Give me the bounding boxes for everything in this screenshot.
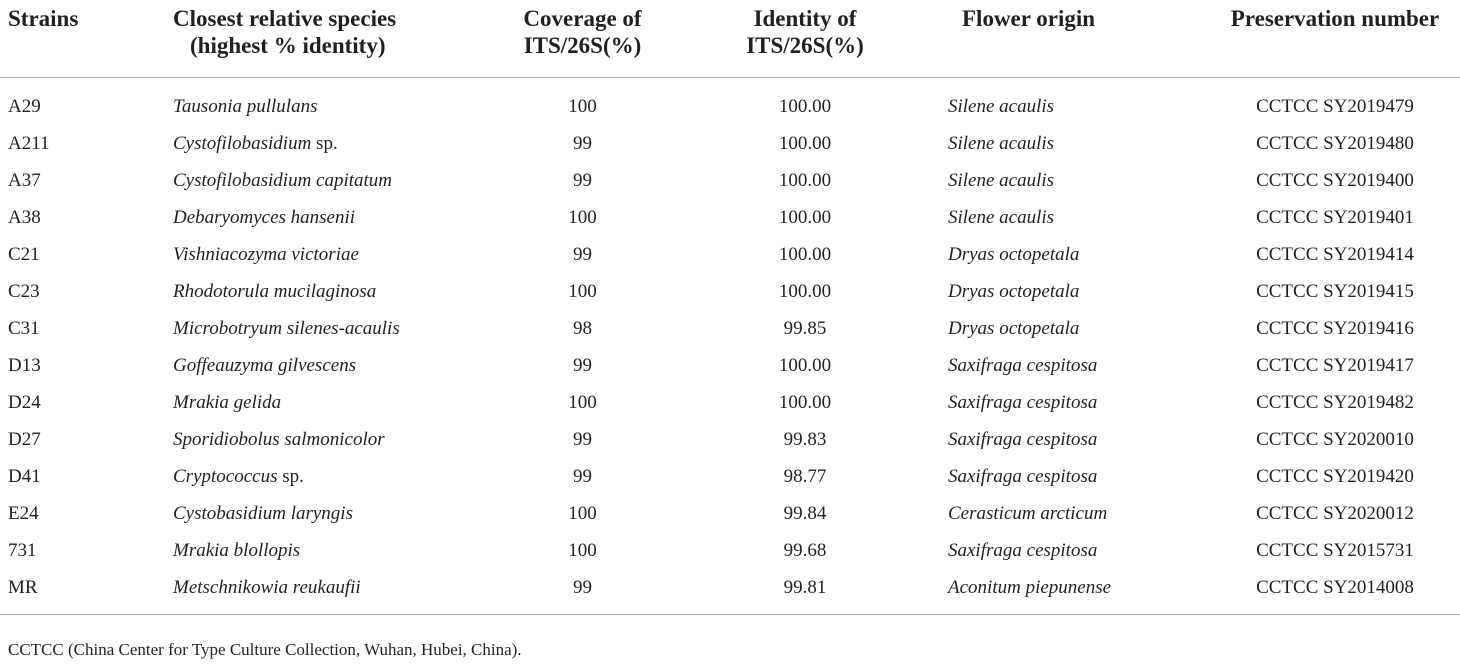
table-row: [0, 384, 1460, 421]
species-name: Cryptococcus: [173, 465, 278, 487]
table-row: [0, 273, 1460, 310]
table-row: [0, 532, 1460, 569]
cell-flower-origin: Saxifraga cespitosa: [948, 428, 1098, 450]
cell-species: [165, 384, 495, 421]
species-name: Debaryomyces hansenii: [173, 206, 356, 228]
cell-preservation-number: CCTCC SY2019415: [1256, 280, 1414, 302]
header-preservation-number: Preservation number: [1210, 0, 1460, 78]
cell-coverage: 98: [573, 317, 592, 339]
cell-species: [165, 495, 495, 532]
cell-species: [165, 236, 495, 273]
cell-flower-origin: Dryas octopetala: [948, 317, 1080, 339]
cell-species: [165, 458, 495, 495]
cell-strain: D13: [8, 354, 41, 376]
cell-preservation-number: CCTCC SY2020010: [1256, 428, 1414, 450]
cell-identity: 99.85: [783, 317, 827, 339]
header-coverage-line2: ITS/26S(%): [523, 33, 642, 58]
species-name: Mrakia blollopis: [173, 539, 301, 561]
header-species-line1: Closest relative species: [173, 6, 397, 31]
cell-strain: MR: [0, 569, 165, 615]
header-coverage-line1: Coverage of: [523, 6, 642, 31]
cell-coverage: 100: [568, 539, 597, 561]
cell-preservation-number: CCTCC SY2019414: [1256, 243, 1414, 265]
cell-identity: 100.00: [778, 243, 832, 265]
cell-species: [165, 569, 495, 615]
species-name: Microbotryum silenes-acaulis: [173, 317, 400, 339]
cell-identity: 100.00: [778, 132, 832, 154]
species-suffix: sp.: [311, 132, 338, 154]
cell-identity: 98.77: [783, 465, 827, 487]
cell-species: [165, 78, 495, 126]
header-row: [0, 0, 1460, 78]
table-row: [0, 199, 1460, 236]
cell-flower-origin: Cerasticum arcticum: [948, 502, 1108, 524]
cell-flower-origin: Saxifraga cespitosa: [948, 465, 1098, 487]
cell-preservation-number: CCTCC SY2019420: [1256, 465, 1414, 487]
table-header: [0, 0, 1460, 78]
cell-preservation-number: CCTCC SY2020012: [1256, 502, 1414, 524]
cell-coverage: 99: [573, 169, 592, 191]
table-body: [0, 78, 1460, 615]
cell-coverage: 99: [573, 354, 592, 376]
cell-flower-origin: Aconitum piepunense: [940, 569, 1210, 615]
cell-flower-origin: Saxifraga cespitosa: [948, 391, 1098, 413]
cell-flower-origin: Silene acaulis: [948, 206, 1055, 228]
cell-identity: 100.00: [778, 169, 832, 191]
species-name: Cystobasidium laryngis: [173, 502, 353, 524]
cell-species: [165, 347, 495, 384]
cell-identity: 99.84: [783, 502, 827, 524]
cell-flower-origin: Dryas octopetala: [948, 243, 1080, 265]
cell-identity: 99.81: [670, 569, 940, 615]
header-species-line2: (highest % identity): [190, 33, 386, 58]
cell-preservation-number: CCTCC SY2019480: [1256, 132, 1414, 154]
cell-strain: E24: [8, 502, 39, 524]
cell-coverage: 100: [568, 280, 597, 302]
species-suffix: sp.: [277, 465, 304, 487]
cell-species: [165, 532, 495, 569]
cell-coverage: 100: [568, 502, 597, 524]
cell-coverage: 99: [573, 428, 592, 450]
species-name: Goffeauzyma gilvescens: [173, 354, 357, 376]
species-name: Cystofilobasidium: [173, 132, 312, 154]
cell-identity: 100.00: [778, 280, 832, 302]
cell-preservation-number: CCTCC SY2015731: [1256, 539, 1414, 561]
table-row: [0, 236, 1460, 273]
header-closest-species: [165, 0, 495, 78]
cell-preservation-number: CCTCC SY2019482: [1256, 391, 1414, 413]
table-row: [0, 125, 1460, 162]
cell-species: [165, 273, 495, 310]
cell-strain: C23: [8, 280, 40, 302]
cell-preservation-number: CCTCC SY2019416: [1256, 317, 1414, 339]
cell-species: [165, 421, 495, 458]
table-row: [0, 310, 1460, 347]
cell-flower-origin: Silene acaulis: [948, 169, 1055, 191]
cell-identity: 100.00: [778, 391, 832, 413]
cell-species: [165, 162, 495, 199]
cell-flower-origin: Saxifraga cespitosa: [948, 354, 1098, 376]
cell-identity: 100.00: [778, 206, 832, 228]
cell-strain: A37: [8, 169, 41, 191]
table-row: [0, 421, 1460, 458]
table-footnote: CCTCC (China Center for Type Culture Collection, Wuhan, Hubei, China).: [8, 640, 522, 659]
header-identity-line1: Identity of: [753, 6, 857, 31]
cell-preservation-number: CCTCC SY2019400: [1256, 169, 1414, 191]
cell-coverage: 100: [568, 206, 597, 228]
cell-coverage: 100: [568, 391, 597, 413]
cell-preservation-number: CCTCC SY2019401: [1256, 206, 1414, 228]
species-name: Metschnikowia reukaufii: [173, 576, 361, 598]
species-name: Vishniacozyma victoriae: [173, 243, 359, 265]
species-name: Rhodotorula mucilaginosa: [173, 280, 377, 302]
species-name: Mrakia gelida: [173, 391, 282, 413]
cell-flower-origin: Silene acaulis: [948, 132, 1055, 154]
table-row: [0, 347, 1460, 384]
cell-strain: 731: [8, 539, 37, 561]
header-identity-line2: ITS/26S(%): [746, 33, 864, 58]
cell-strain: D24: [8, 391, 41, 413]
cell-strain: C21: [8, 243, 40, 265]
cell-identity: 100.00: [778, 354, 832, 376]
table-row: [0, 495, 1460, 532]
cell-species: [165, 199, 495, 236]
header-strains: Strains: [0, 0, 165, 78]
table-row: [0, 162, 1460, 199]
cell-flower-origin: Saxifraga cespitosa: [948, 539, 1098, 561]
cell-identity: 100.00: [778, 95, 832, 117]
cell-strain: A38: [8, 206, 41, 228]
table-row: [0, 78, 1460, 126]
cell-strain: D27: [8, 428, 41, 450]
cell-preservation-number: CCTCC SY2019479: [1256, 95, 1414, 117]
table-row: [0, 458, 1460, 495]
cell-flower-origin: Silene acaulis: [948, 95, 1055, 117]
header-identity: [670, 0, 940, 78]
cell-coverage: 99: [573, 132, 592, 154]
cell-preservation-number: CCTCC SY2014008: [1210, 569, 1460, 615]
cell-preservation-number: CCTCC SY2019417: [1256, 354, 1414, 376]
cell-identity: 99.68: [783, 539, 827, 561]
table-row: [0, 569, 1460, 615]
cell-flower-origin: Dryas octopetala: [948, 280, 1080, 302]
species-name: Cystofilobasidium capitatum: [173, 169, 393, 191]
cell-coverage: 99: [573, 243, 592, 265]
header-flower-origin: Flower origin: [940, 0, 1210, 78]
cell-species: [165, 125, 495, 162]
cell-coverage: 99: [573, 465, 592, 487]
cell-strain: D41: [8, 465, 41, 487]
cell-species: [165, 310, 495, 347]
cell-strain: A211: [8, 132, 50, 154]
species-name: Tausonia pullulans: [173, 95, 318, 117]
header-coverage: [495, 0, 670, 78]
cell-coverage: 99: [495, 569, 670, 615]
cell-strain: C31: [8, 317, 40, 339]
cell-coverage: 100: [568, 95, 597, 117]
species-name: Sporidiobolus salmonicolor: [173, 428, 385, 450]
cell-identity: 99.83: [783, 428, 827, 450]
cell-strain: A29: [8, 95, 41, 117]
